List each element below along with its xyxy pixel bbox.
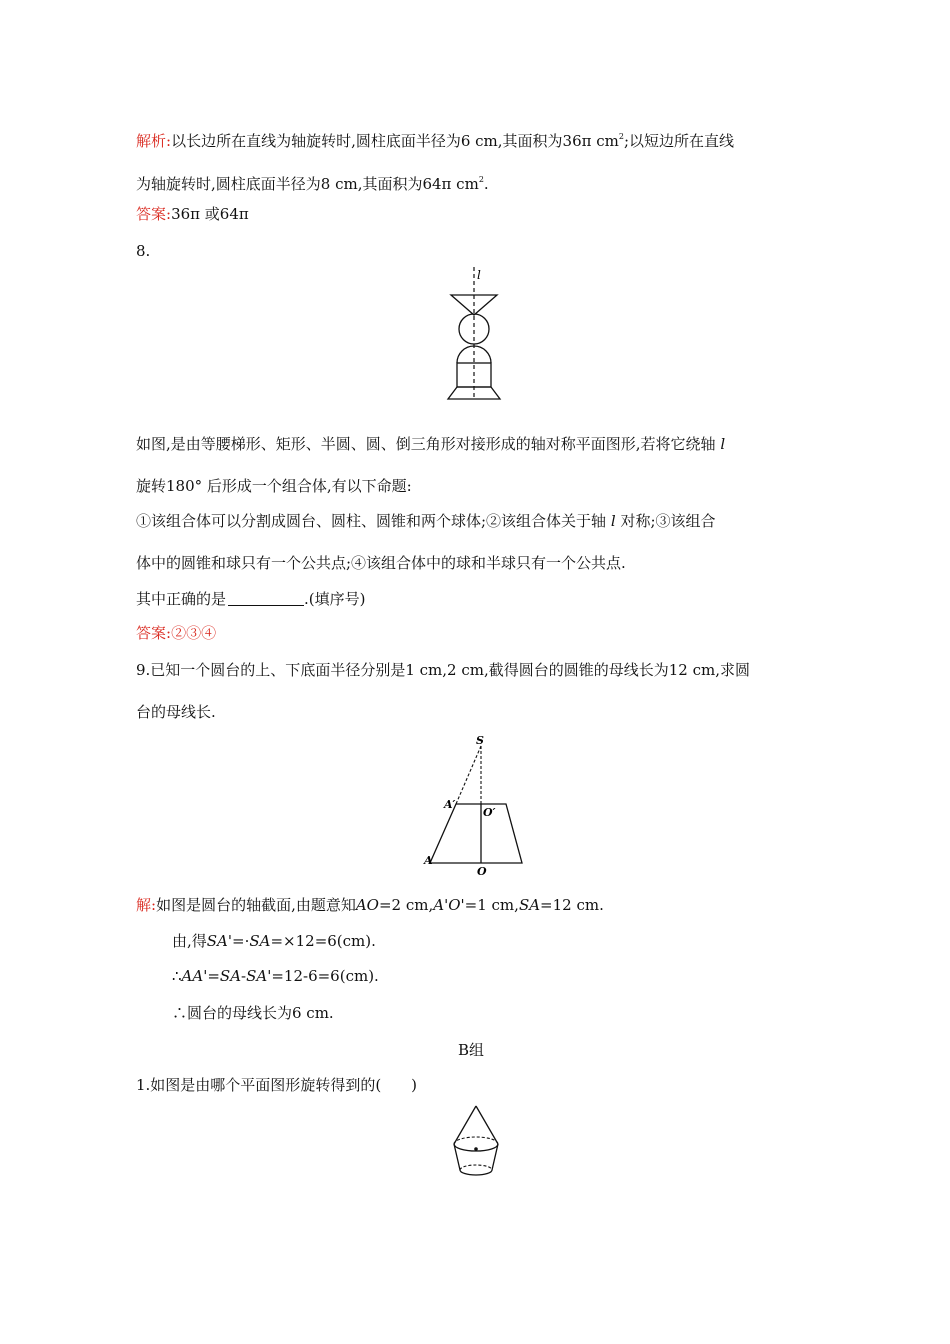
slant-dashed (456, 746, 481, 804)
problem-8-text-5 (136, 589, 366, 609)
problem-9-text-2: 台的母线长. (136, 703, 216, 721)
p8-text1: 如图,是由等腰梯形、矩形、半圆、圆、倒三角形对接形成的轴对称平面图形,若将它绕轴 (136, 435, 716, 453)
axis-label: l (477, 268, 481, 282)
group-b-heading: B组 (458, 1041, 485, 1059)
trapezoid-section (430, 804, 522, 863)
sol2-a: 由,得 (172, 932, 207, 950)
problem-8-text-2: 旋转180° 后形成一个组合体,有以下命题: (136, 477, 412, 495)
label-O-prime: O′ (483, 806, 496, 819)
label-A: A (424, 854, 433, 867)
p8-text5a: 其中正确的是 (136, 590, 227, 608)
analysis-line-2 (136, 170, 489, 194)
bottom-ellipse-front (460, 1170, 492, 1175)
cone-frustum-figure (446, 1102, 506, 1182)
sol1-d: =12 cm. (540, 896, 604, 914)
sol3-c: - (241, 967, 247, 985)
cone-left-edge (454, 1106, 476, 1144)
center-dot (474, 1147, 478, 1151)
sol3-AA1: AA' (181, 967, 208, 985)
sol1-a: 如图是圆台的轴截面,由题意知 (156, 896, 356, 914)
label-S: S (476, 734, 484, 747)
answer-8 (136, 623, 216, 643)
answer-8-text: ②③④ (171, 624, 217, 642)
analysis-text-2: 为轴旋转时,圆柱底面半径为8 cm,其面积为64π cm (136, 175, 479, 193)
sol2-b: =· (232, 932, 250, 950)
analysis-line-1 (136, 127, 734, 151)
sol3-SA1: SA' (246, 967, 272, 985)
p8-text3b: 对称;③该组合 (620, 512, 716, 530)
sol1-AO: AO (355, 896, 379, 914)
solution-line-1 (136, 895, 604, 915)
problem-8-text-1 (136, 434, 725, 454)
ellipse-back (454, 1137, 498, 1144)
superscript-2b: 2 (478, 175, 484, 184)
superscript-2: 2 (618, 132, 624, 141)
problem-8-text-4: 体中的圆锥和球只有一个公共点;④该组合体中的球和半球只有一个公共点. (136, 554, 626, 572)
solution-label: 解: (136, 896, 157, 914)
sol1-A1O1: A'O' (433, 896, 465, 914)
analysis-label: 解析: (136, 132, 172, 150)
problem-8-number: 8. (136, 242, 151, 260)
p8-text5b: .(填序号) (304, 590, 366, 608)
composite-figure (440, 263, 520, 403)
bottom-ellipse-back (460, 1165, 492, 1170)
sol3-SA: SA (219, 967, 242, 985)
p8-text3a: ①该组合体可以分割成圆台、圆柱、圆锥和两个球体;②该组合体关于轴 (136, 512, 607, 530)
answer-8-label: 答案: (136, 624, 172, 642)
answer-label: 答案: (136, 205, 172, 223)
group-b-question-1: 1.如图是由哪个平面图形旋转得到的( ) (136, 1076, 418, 1094)
label-O: O (477, 865, 487, 878)
answer-text: 36π 或64π (171, 205, 249, 223)
sol3-a: ∴ (172, 967, 182, 985)
label-A-prime: A′ (444, 798, 456, 811)
sol2-c: =×12=6(cm). (270, 932, 376, 950)
solution-line-2 (172, 931, 376, 951)
axis-l-ref: l (720, 435, 726, 453)
solution-line-4: ∴圆台的母线长为6 cm. (172, 1004, 334, 1022)
sol1-b: =2 cm, (378, 896, 434, 914)
analysis-text-1: 以长边所在直线为轴旋转时,圆柱底面半径为6 cm,其面积为36π cm (171, 132, 619, 150)
sol1-SA: SA (518, 896, 541, 914)
sol2-SA: SA (249, 932, 271, 950)
solution-line-3 (172, 966, 379, 986)
analysis-text-1-end: ;以短边所在直线 (623, 132, 735, 150)
axis-l-ref-2: l (610, 512, 616, 530)
sol3-d: =12-6=6(cm). (271, 967, 379, 985)
sol3-b: = (207, 967, 220, 985)
analysis-text-2-end: . (483, 175, 489, 193)
problem-8-text-3 (136, 511, 716, 531)
problem-9-text-1: 9.已知一个圆台的上、下底面半径分别是1 cm,2 cm,截得圆台的圆锥的母线长为12 cm,求圆 (136, 661, 750, 679)
sol2-SA1: SA' (206, 932, 233, 950)
sol1-c: =1 cm, (464, 896, 519, 914)
answer-blank (228, 591, 304, 606)
frustum-section-figure (420, 730, 530, 878)
answer-7 (136, 204, 249, 224)
